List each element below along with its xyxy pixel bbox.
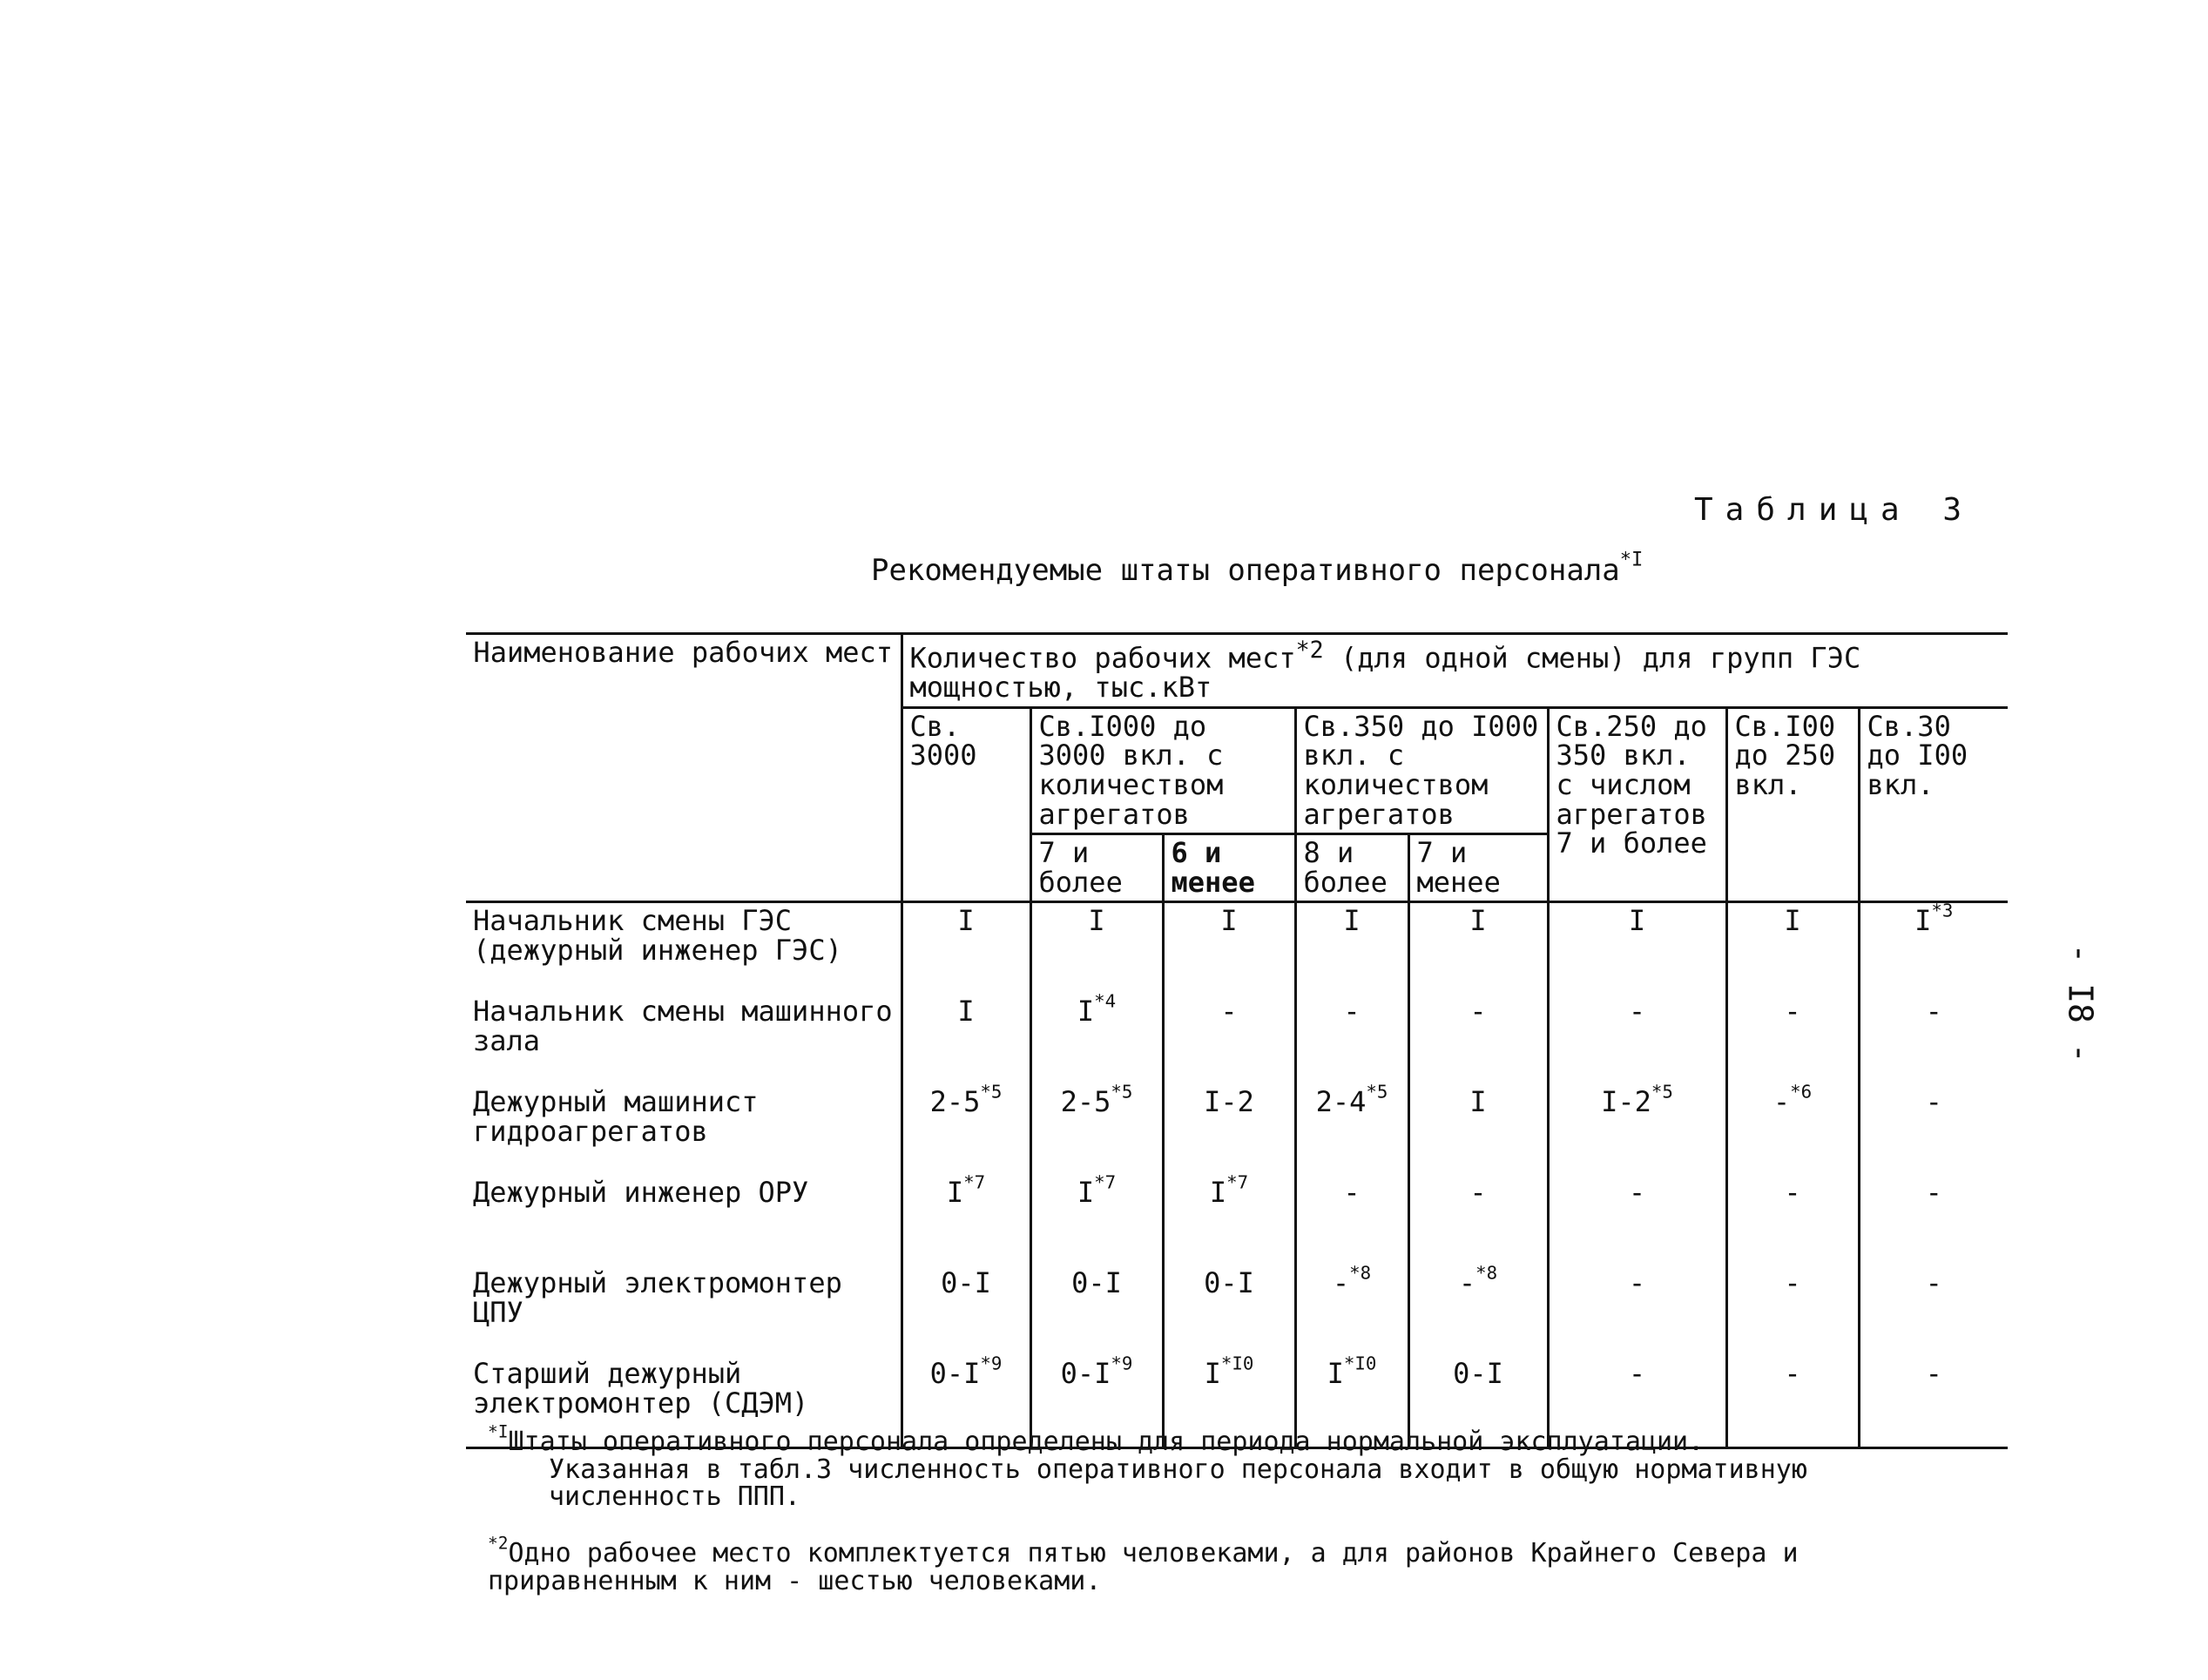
- header-col-350-1000: Св.350 до I000 вкл. с количеством агрегатов: [1295, 707, 1548, 833]
- header-name-column: Наименование рабочих мест: [466, 634, 901, 902]
- cell-value: 0-I: [929, 1357, 981, 1391]
- cell-footnote-mark: *8: [1475, 1262, 1498, 1284]
- footnote-1: [488, 1421, 1986, 1512]
- table-cell: [1163, 902, 1295, 995]
- cell-value: I: [1343, 904, 1361, 938]
- table-row: [466, 1084, 2008, 1175]
- cell-value: 0-I: [1060, 1357, 1111, 1391]
- table-title-text: Рекомендуемые штаты оперативного персонала: [871, 553, 1620, 588]
- cell-value: -: [1469, 1176, 1487, 1210]
- row-name: Дежурный электромонтер ЦПУ: [473, 1266, 842, 1329]
- cell-value: -: [1784, 1357, 1801, 1391]
- cell-value: I: [957, 904, 975, 938]
- table-cell: [1859, 1175, 2008, 1265]
- footnote-2-mark: *2: [488, 1533, 509, 1554]
- cell-value: -: [1784, 995, 1801, 1029]
- footnote-ref-2: *2: [1295, 637, 1324, 664]
- cell-value: I-2: [1204, 1085, 1254, 1119]
- header-col-100-250: Св.I00 до 250 вкл.: [1726, 707, 1859, 902]
- header-col-7-less: 7 и менее: [1408, 834, 1548, 902]
- header-col-7-more: 7 и более: [1030, 834, 1163, 902]
- table-cell: [901, 902, 1030, 995]
- table-row: [466, 1265, 2008, 1356]
- table-cell: [1726, 1081, 1859, 1175]
- footnote-1-line-1: Штаты оперативного персонала определены для периода нормальной эксплуатации.: [508, 1427, 1705, 1457]
- cell-value: I: [1209, 1176, 1227, 1210]
- table-cell: [1163, 994, 1295, 1084]
- table-cell: [1408, 902, 1548, 995]
- cell-value: 2-5: [929, 1085, 981, 1119]
- cell-footnote-mark: *7: [963, 1171, 986, 1193]
- table-cell: [1163, 1265, 1295, 1356]
- table-cell: [1548, 1265, 1726, 1356]
- table-row: [466, 902, 2008, 995]
- header-group: [901, 634, 2008, 708]
- cell-value: -: [1925, 995, 1942, 1029]
- header-col-6-less: 6 и менее: [1163, 834, 1295, 902]
- table-cell: [901, 1081, 1030, 1175]
- table-cell: [1163, 1171, 1295, 1265]
- cell-value: -: [1925, 1266, 1942, 1300]
- table-cell: [1295, 1175, 1408, 1265]
- cell-footnote-mark: *5: [980, 1081, 1003, 1103]
- table-cell: [1859, 1084, 2008, 1175]
- cell-footnote-mark: *5: [1111, 1081, 1133, 1103]
- table-row: [466, 1175, 2008, 1265]
- table-cell: [1163, 1084, 1295, 1175]
- cell-footnote-mark: *9: [1111, 1353, 1133, 1374]
- cell-value: 0-I: [1204, 1266, 1254, 1300]
- cell-value: 0-I: [941, 1266, 991, 1300]
- cell-value: -: [1220, 995, 1238, 1029]
- cell-value: -: [1628, 1176, 1646, 1210]
- cell-value: I: [1469, 904, 1487, 938]
- cell-value: -: [1628, 1357, 1646, 1391]
- cell-value: I: [1077, 1176, 1095, 1210]
- table-cell: [1030, 1081, 1163, 1175]
- row-name: Начальник смены машинного зала: [473, 995, 893, 1057]
- row-name: Дежурный инженер ОРУ: [473, 1176, 809, 1210]
- table-cell: [1030, 1171, 1163, 1265]
- table-cell: [1548, 994, 1726, 1084]
- cell-footnote-mark: *5: [1651, 1081, 1673, 1103]
- cell-value: I: [1914, 904, 1932, 938]
- cell-value: I-2: [1601, 1085, 1651, 1119]
- cell-footnote-mark: *7: [1094, 1171, 1117, 1193]
- cell-value: 2-5: [1060, 1085, 1111, 1119]
- table-cell: [1408, 1262, 1548, 1356]
- cell-value: -: [1343, 995, 1361, 1029]
- cell-footnote-mark: *3: [1931, 900, 1954, 921]
- table-cell: [1548, 902, 1726, 995]
- table-cell: [1295, 902, 1408, 995]
- cell-value: -: [1925, 1085, 1942, 1119]
- table-cell: [1030, 990, 1163, 1084]
- header-group-rest: (для одной смены) для групп ГЭС мощностью, тыс.кВт: [909, 641, 1861, 705]
- table-cell: [1030, 1265, 1163, 1356]
- footnote-ref-1: *I: [1619, 548, 1644, 571]
- table-cell: [1859, 994, 2008, 1084]
- header-col-8-more: 8 и более: [1295, 834, 1408, 902]
- table-cell: [1859, 902, 2008, 995]
- cell-footnote-mark: *7: [1226, 1171, 1249, 1193]
- table-cell: [1726, 902, 1859, 995]
- cell-value: 2-4: [1315, 1085, 1367, 1119]
- cell-footnote-mark: *9: [980, 1353, 1003, 1374]
- header-group-text: Количество рабочих мест: [909, 641, 1296, 675]
- cell-value: I: [1784, 904, 1801, 938]
- table-title: [871, 548, 1644, 588]
- cell-footnote-mark: *6: [1790, 1081, 1813, 1103]
- cell-footnote-mark: *4: [1094, 990, 1117, 1012]
- cell-footnote-mark: *5: [1366, 1081, 1388, 1103]
- row-name: Дежурный машинист гидроагрегатов: [473, 1085, 759, 1148]
- cell-value: I: [957, 995, 975, 1029]
- page-number: - I8 -: [2061, 943, 2100, 1063]
- table-cell: [1726, 1265, 1859, 1356]
- cell-value: -: [1925, 1176, 1942, 1210]
- cell-value: -: [1458, 1266, 1476, 1300]
- table-cell: [901, 994, 1030, 1084]
- footnote-2: [488, 1533, 1986, 1596]
- row-name: Старший дежурный электромонтер (СДЭМ): [466, 1356, 901, 1448]
- cell-value: -: [1628, 1266, 1646, 1300]
- cell-value: I: [1204, 1357, 1221, 1391]
- cell-value: 0-I: [1071, 1266, 1122, 1300]
- table-cell: [1548, 1175, 1726, 1265]
- table-cell: [1726, 1175, 1859, 1265]
- cell-value: I: [1220, 904, 1238, 938]
- table-cell: [1859, 1265, 2008, 1356]
- footnote-2-text: Одно рабочее место комплектуется пятью человеками, а для районов Крайнего Севера и приравненным к ним - шестью человеками.: [488, 1538, 1799, 1596]
- table-cell: [1408, 1175, 1548, 1265]
- cell-value: I: [1327, 1357, 1344, 1391]
- table-cell: [1408, 994, 1548, 1084]
- table-cell: [901, 1171, 1030, 1265]
- cell-footnote-mark: *I0: [1343, 1353, 1377, 1374]
- cell-value: 0-I: [1453, 1357, 1503, 1391]
- table-cell: [1548, 1081, 1726, 1175]
- table-caption: Таблица 3: [1694, 492, 1975, 528]
- cell-value: I: [1077, 995, 1095, 1029]
- table-body: [466, 902, 2008, 1448]
- cell-footnote-mark: *8: [1349, 1262, 1372, 1284]
- table-cell: [1295, 994, 1408, 1084]
- header-col-1000-3000: Св.I000 до 3000 вкл. с количеством агрегатов: [1030, 707, 1295, 833]
- header-col-30-100: Св.30 до I00 вкл.: [1859, 707, 2008, 902]
- header-col-over-3000: Св. 3000: [901, 707, 1030, 902]
- table-row: [466, 994, 2008, 1084]
- table-cell: [1408, 1084, 1548, 1175]
- cell-value: I: [1088, 904, 1105, 938]
- cell-value: I: [1469, 1085, 1487, 1119]
- cell-value: -: [1925, 1357, 1942, 1391]
- cell-footnote-mark: *I0: [1220, 1353, 1254, 1374]
- cell-value: I: [946, 1176, 964, 1210]
- cell-value: -: [1469, 995, 1487, 1029]
- cell-value: -: [1784, 1176, 1801, 1210]
- table-cell: [901, 1265, 1030, 1356]
- staff-table: [466, 632, 2008, 1449]
- footnote-1-mark: *I: [488, 1421, 509, 1442]
- cell-value: -: [1343, 1176, 1361, 1210]
- cell-value: I: [1628, 904, 1646, 938]
- table-cell: [1726, 994, 1859, 1084]
- cell-value: -: [1332, 1266, 1350, 1300]
- footnote-1-line-2: Указанная в табл.3 численность оперативного персонала входит в общую нормативную численность ППП.: [549, 1454, 1807, 1512]
- cell-value: -: [1628, 995, 1646, 1029]
- row-name: Начальник смены ГЭС (дежурный инженер ГЭС): [473, 904, 842, 967]
- table-cell: [1295, 1081, 1408, 1175]
- cell-value: -: [1784, 1266, 1801, 1300]
- header-col-250-350: Св.250 до 350 вкл. с числом агрегатов 7 и более: [1548, 707, 1726, 902]
- table-cell: [1295, 1262, 1408, 1356]
- table-cell: [1030, 902, 1163, 995]
- cell-value: -: [1772, 1085, 1791, 1119]
